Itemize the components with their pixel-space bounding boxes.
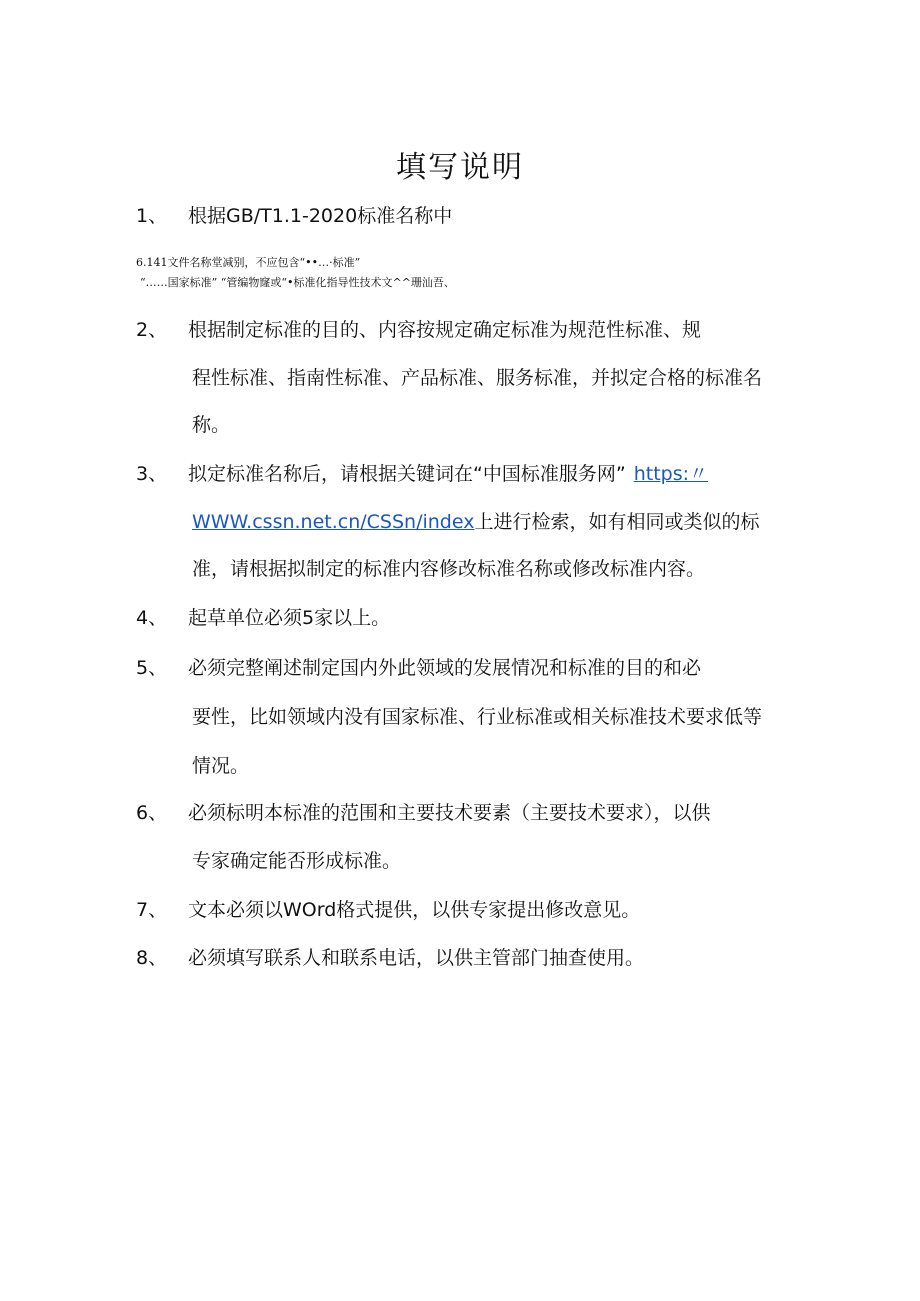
item-number-8: 8、 xyxy=(136,947,168,969)
note-line-1: 6.141文件名称堂减别，不应包含“••…·标准” xyxy=(136,256,361,269)
item-number-4: 4、 xyxy=(136,607,168,629)
item-8-line-1: 必须填写联系人和联系电话，以供主管部门抽查使用。 xyxy=(188,947,645,969)
item-number-6: 6、 xyxy=(136,802,168,824)
item-number-3: 3、 xyxy=(136,463,168,485)
item-2-line-1: 根据制定标准的目的、内容按规定确定标准为规范性标准、规 xyxy=(188,319,702,341)
item-6-line-1: 必须标明本标准的范围和主要技术要素（主要技术要求），以供 xyxy=(188,802,711,824)
cssn-link-part-1[interactable]: https:〃 xyxy=(633,463,709,485)
item-3-line-1 xyxy=(188,462,708,486)
item-2-line-2: 程性标准、指南性标准、产品标准、服务标准，并拟定合格的标准名 xyxy=(192,367,763,389)
item-number-1: 1、 xyxy=(136,205,168,227)
item-4-line-1: 起草单位必须5家以上。 xyxy=(188,607,391,629)
item-number-7: 7、 xyxy=(136,899,168,921)
item-3-line-3: 准，请根据拟制定的标准内容修改标准名称或修改标准内容。 xyxy=(192,558,706,580)
item-5-line-3: 情况。 xyxy=(192,755,250,777)
item-7-line-1: 文本必须以WOrd格式提供，以供专家提出修改意见。 xyxy=(188,899,641,921)
page-title: 填写说明 xyxy=(396,150,524,185)
item-6-line-2: 专家确定能否形成标准。 xyxy=(192,850,402,872)
item-3-text-2: 上进行检索，如有相同或类似的标 xyxy=(474,511,760,533)
note-line-2: “……国家标准” “管编物窿或“•标准化指导性技术文^^珊汕吾、 xyxy=(140,276,455,289)
item-3-text-1: 拟定标准名称后，请根据关键词在“中国标准服务网” xyxy=(188,463,626,485)
item-1-line-1: 根据GB/T1.1-2020标准名称中 xyxy=(188,205,453,227)
cssn-link-part-2[interactable]: WWW.cssn.net.cn/CSSn/index xyxy=(192,511,475,533)
item-5-line-1: 必须完整阐述制定国内外此领域的发展情况和标准的目的和必 xyxy=(188,657,702,679)
item-3-line-2 xyxy=(192,510,759,534)
item-2-line-3: 称。 xyxy=(192,414,231,436)
item-number-2: 2、 xyxy=(136,319,168,341)
item-number-5: 5、 xyxy=(136,657,168,679)
item-5-line-2: 要性，比如领域内没有国家标准、行业标准或相关标准技术要求低等 xyxy=(192,706,763,728)
